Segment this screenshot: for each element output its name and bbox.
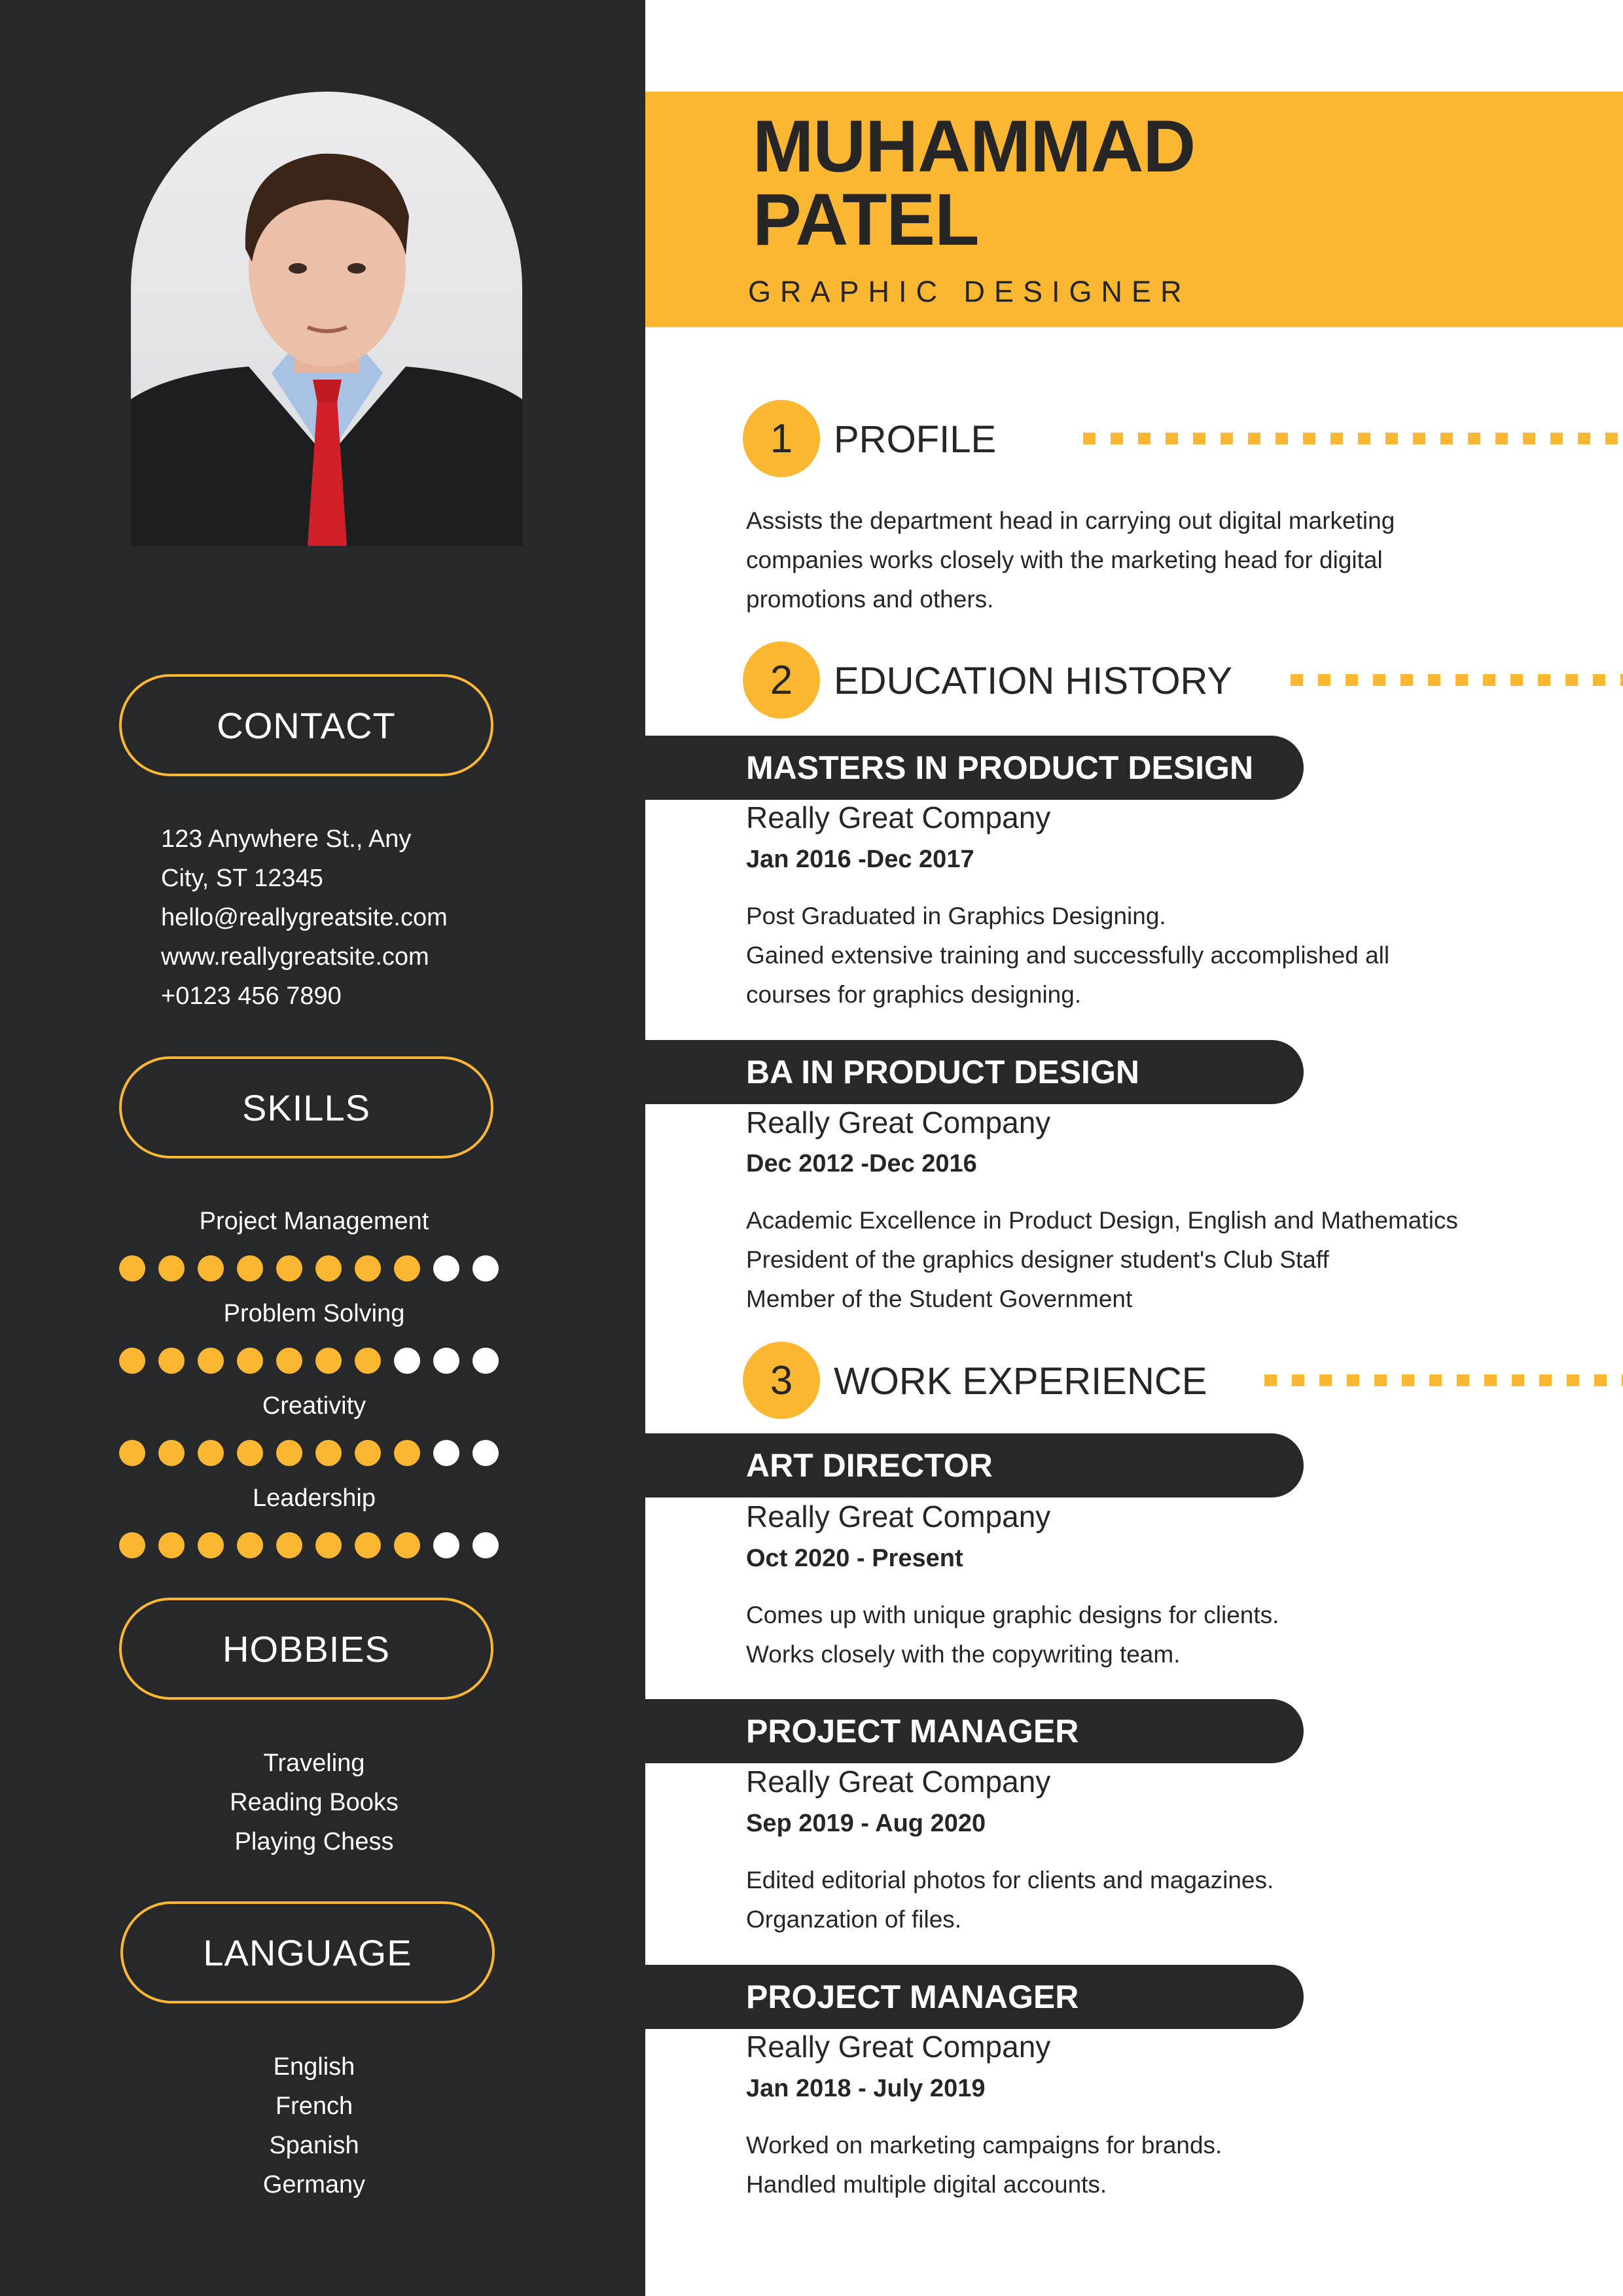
work-dates: Sep 2019 - Aug 2020 [746, 1810, 986, 1837]
name-first: MUHAMMAD [753, 105, 1196, 187]
rating-dot-filled [237, 1348, 263, 1374]
person-portrait-icon [131, 92, 522, 546]
rating-dot-filled [355, 1255, 381, 1282]
work-role-bar: PROJECT MANAGER [645, 1965, 1304, 2029]
candidate-name [753, 105, 1196, 260]
hobby-item: Reading Books [230, 1789, 399, 1816]
hobby-item: Traveling [263, 1749, 365, 1777]
contact-heading: CONTACT [119, 674, 493, 776]
rating-dot-empty [473, 1348, 499, 1374]
description-line: Edited editorial photos for clients and magazines. [746, 1867, 1274, 1893]
section-number-profile: 1 [743, 400, 820, 477]
education-degree-bar: BA IN PRODUCT DESIGN [645, 1040, 1304, 1104]
work-role-bar: ART DIRECTOR [645, 1433, 1304, 1498]
hobbies-list [0, 1744, 628, 1861]
work-company: Really Great Company [746, 2030, 1051, 2064]
skill-rating-3 [119, 1532, 499, 1558]
skill-rating-1 [119, 1348, 499, 1374]
description-line: Gained extensive training and successfully accomplished all [746, 942, 1390, 969]
rating-dot-filled [119, 1255, 145, 1282]
rating-dot-filled [315, 1532, 342, 1558]
section-divider-education [1291, 674, 1623, 686]
rating-dot-filled [315, 1255, 342, 1282]
education-dates: Jan 2016 -Dec 2017 [746, 846, 974, 873]
language-item: Germany [262, 2171, 366, 2198]
rating-dot-filled [198, 1348, 224, 1374]
rating-dot-filled [119, 1440, 145, 1466]
name-last: PATEL [753, 179, 979, 260]
rating-dot-filled [158, 1532, 185, 1558]
rating-dot-filled [198, 1532, 224, 1558]
description-line: Post Graduated in Graphics Designing. [746, 903, 1166, 929]
work-description [746, 1596, 1279, 1674]
rating-dot-filled [158, 1348, 185, 1374]
work-role-bar: PROJECT MANAGER [645, 1699, 1304, 1763]
language-item: French [275, 2092, 353, 2120]
work-company: Really Great Company [746, 1499, 1051, 1534]
language-heading: LANGUAGE [120, 1901, 495, 2003]
skill-label: Leadership [252, 1484, 376, 1512]
description-line: Handled multiple digital accounts. [746, 2171, 1107, 2198]
education-institution: Really Great Company [746, 800, 1051, 834]
rating-dot-filled [158, 1440, 185, 1466]
contact-address-line1: 123 Anywhere St., Any [161, 825, 412, 853]
rating-dot-empty [433, 1440, 459, 1466]
rating-dot-filled [119, 1532, 145, 1558]
education-degree-bar: MASTERS IN PRODUCT DESIGN [645, 736, 1304, 800]
rating-dot-filled [355, 1532, 381, 1558]
work-company: Really Great Company [746, 1765, 1051, 1799]
education-institution: Really Great Company [746, 1105, 1051, 1139]
skills-heading: SKILLS [119, 1056, 493, 1158]
rating-dot-empty [433, 1532, 459, 1558]
education-description [746, 897, 1389, 1014]
rating-dot-filled [394, 1255, 420, 1282]
hobby-item: Playing Chess [234, 1828, 394, 1856]
section-divider-work [1264, 1374, 1623, 1386]
rating-dot-filled [276, 1348, 302, 1374]
profile-line: promotions and others. [746, 586, 994, 613]
description-line: Worked on marketing campaigns for brands. [746, 2132, 1222, 2159]
education-description [746, 1201, 1458, 1319]
work-description [746, 2126, 1222, 2204]
profile-photo [131, 92, 522, 546]
rating-dot-filled [198, 1440, 224, 1466]
skill-label: Problem Solving [223, 1300, 405, 1327]
skill-label: Creativity [262, 1392, 366, 1420]
profile-line: companies works closely with the marketing head for digital [746, 547, 1383, 573]
rating-dot-empty [433, 1255, 459, 1282]
skill-rating-2 [119, 1440, 499, 1466]
description-line: courses for graphics designing. [746, 981, 1082, 1008]
section-divider-profile [1083, 433, 1623, 444]
rating-dot-filled [158, 1255, 185, 1282]
section-number-work: 3 [743, 1342, 820, 1419]
rating-dot-empty [473, 1440, 499, 1466]
contact-email: hello@reallygreatsite.com [161, 904, 448, 931]
contact-details [161, 819, 448, 1016]
job-title: GRAPHIC DESIGNER [748, 275, 1191, 308]
rating-dot-filled [237, 1255, 263, 1282]
section-title-work: WORK EXPERIENCE [834, 1360, 1207, 1403]
rating-dot-empty [473, 1255, 499, 1282]
section-number-education: 2 [743, 641, 820, 719]
rating-dot-filled [237, 1440, 263, 1466]
rating-dot-filled [394, 1532, 420, 1558]
work-dates: Oct 2020 - Present [746, 1545, 963, 1572]
rating-dot-filled [276, 1255, 302, 1282]
rating-dot-empty [394, 1348, 420, 1374]
description-line: Organzation of files. [746, 1906, 962, 1933]
work-dates: Jan 2018 - July 2019 [746, 2075, 986, 2102]
rating-dot-filled [355, 1348, 381, 1374]
description-line: Member of the Student Government [746, 1285, 1133, 1312]
profile-summary [746, 501, 1395, 619]
description-line: Works closely with the copywriting team. [746, 1641, 1181, 1668]
contact-address-line2: City, ST 12345 [161, 865, 323, 892]
rating-dot-filled [355, 1440, 381, 1466]
description-line: President of the graphics designer student's Club Staff [746, 1246, 1329, 1273]
skill-rating-0 [119, 1255, 499, 1282]
rating-dot-filled [237, 1532, 263, 1558]
language-list [0, 2047, 628, 2204]
hobbies-heading: HOBBIES [119, 1598, 493, 1700]
rating-dot-filled [394, 1440, 420, 1466]
description-line: Comes up with unique graphic designs for clients. [746, 1602, 1279, 1628]
contact-phone: +0123 456 7890 [161, 982, 342, 1010]
rating-dot-filled [276, 1532, 302, 1558]
language-item: Spanish [269, 2132, 359, 2159]
description-line: Academic Excellence in Product Design, English and Mathematics [746, 1207, 1458, 1234]
contact-website: www.reallygreatsite.com [161, 943, 429, 971]
skill-label: Project Management [199, 1208, 429, 1235]
rating-dot-filled [315, 1440, 342, 1466]
rating-dot-empty [473, 1532, 499, 1558]
rating-dot-filled [276, 1440, 302, 1466]
education-dates: Dec 2012 -Dec 2016 [746, 1150, 977, 1177]
section-title-profile: PROFILE [834, 418, 997, 461]
section-title-education: EDUCATION HISTORY [834, 660, 1233, 702]
rating-dot-filled [315, 1348, 342, 1374]
rating-dot-filled [119, 1348, 145, 1374]
profile-line: Assists the department head in carrying out digital marketing [746, 507, 1395, 534]
work-description [746, 1861, 1274, 1939]
rating-dot-filled [198, 1255, 224, 1282]
rating-dot-empty [433, 1348, 459, 1374]
language-item: English [273, 2053, 355, 2081]
